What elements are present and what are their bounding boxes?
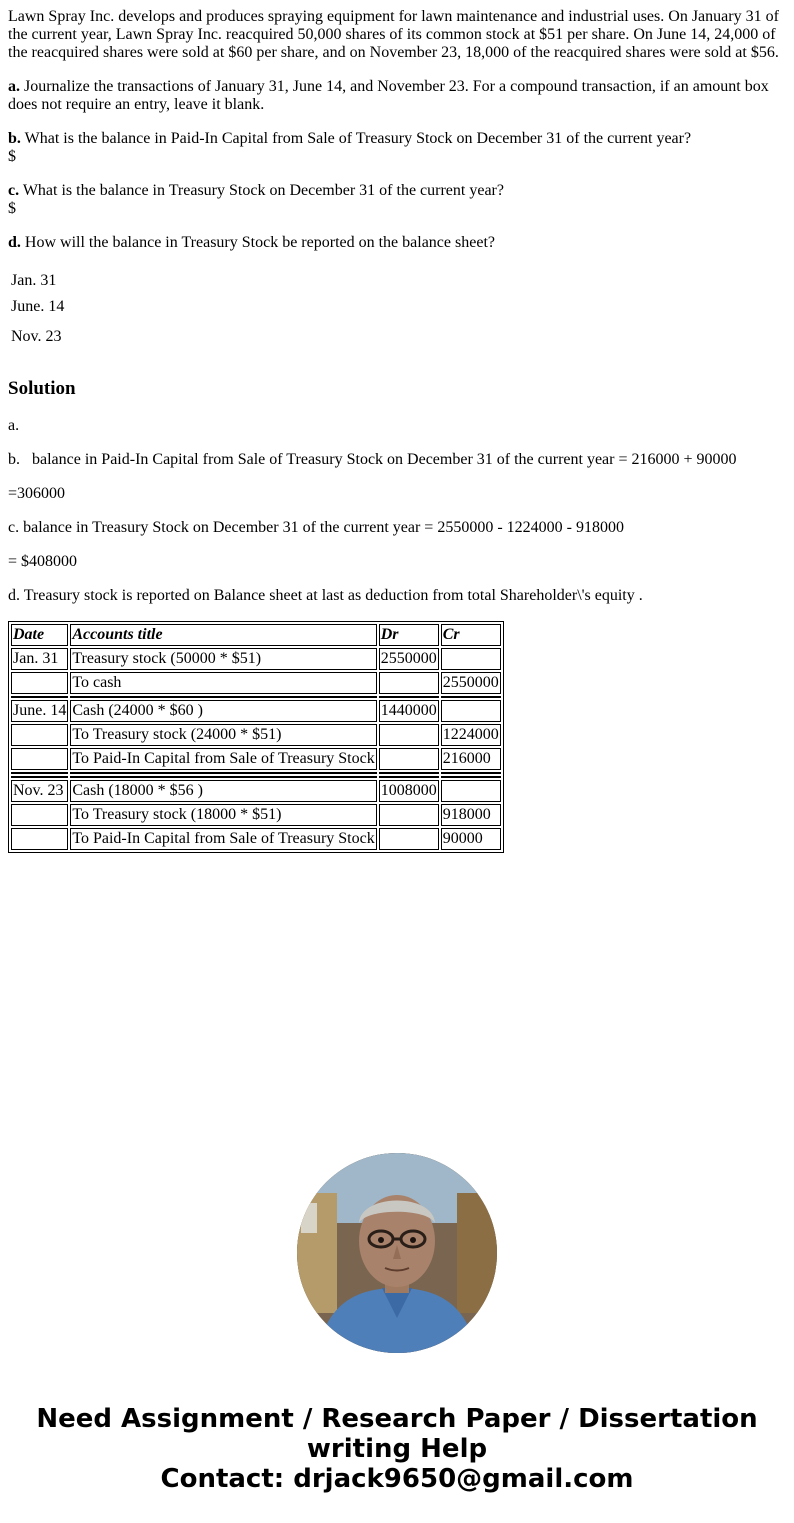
question-a [8, 78, 786, 114]
cell-debit [379, 804, 439, 826]
solution-a: a. [8, 417, 20, 434]
date-item: Nov. 23 [11, 328, 62, 345]
cell-credit: 216000 [441, 748, 501, 770]
header-credit: Cr [441, 624, 501, 646]
cell-account: To Paid-In Capital from Sale of Treasury Stock [70, 748, 376, 770]
footer-banner [0, 1404, 794, 1494]
cell-date: Nov. 23 [11, 780, 68, 802]
cell-debit: 1008000 [379, 780, 439, 802]
table-row [11, 748, 501, 770]
cell-credit: 918000 [441, 804, 501, 826]
cell-account: To Treasury stock (18000 * $51) [70, 804, 376, 826]
cell-credit [441, 700, 501, 722]
table-row [11, 780, 501, 802]
table-row [11, 672, 501, 694]
cell-credit [441, 648, 501, 670]
cell-credit: 90000 [441, 828, 501, 850]
solution-b: b. balance in Paid-In Capital from Sale of Treasury Stock on December 31 of the current year = 216000 + 90000 [8, 451, 737, 468]
question-c [8, 182, 786, 218]
cell-account: Cash (24000 * $60 ) [70, 700, 376, 722]
question-c-label: c. [8, 182, 20, 199]
table-row [11, 828, 501, 850]
question-d-text: How will the balance in Treasury Stock be reported on the balance sheet? [20, 234, 495, 251]
problem-intro: Lawn Spray Inc. develops and produces spraying equipment for lawn maintenance and industrial uses. On January 31 of the current year, Lawn Spray Inc. reacquired 50,000 shares of its common stock at $51 per share. On June 14, 24,000 of the reacquired shares were sold at $60 per share, and on November 23, 18,000 of the reacquired shares were sold at $56. [8, 8, 779, 61]
footer-contact: Contact: drjack9650@gmail.com [160, 1464, 634, 1494]
solution-body [8, 417, 786, 605]
header-debit: Dr [379, 624, 439, 646]
cell-date: Jan. 31 [11, 648, 68, 670]
cell-credit [441, 780, 501, 802]
avatar [297, 1153, 497, 1353]
question-d-label: d. [8, 234, 21, 251]
header-accounts-title: Accounts title [70, 624, 376, 646]
solution-b-result: =306000 [8, 485, 66, 502]
header-date: Date [11, 624, 68, 646]
cell-date [11, 748, 68, 770]
separator-row [11, 772, 501, 774]
cell-debit [379, 748, 439, 770]
cell-date [11, 724, 68, 746]
person-portrait-image [297, 1153, 497, 1353]
question-c-text: What is the balance in Treasury Stock on December 31 of the current year? [19, 182, 504, 199]
table-row [11, 724, 501, 746]
cell-date [11, 828, 68, 850]
cell-date [11, 804, 68, 826]
question-b-answer: $ [8, 148, 16, 165]
cell-debit [379, 828, 439, 850]
question-a-label: a. [8, 78, 20, 95]
cell-credit: 2550000 [441, 672, 501, 694]
question-a-text: Journalize the transactions of January 31, June 14, and November 23. For a compound transaction, if an amount box does not require an entry, leave it blank. [8, 78, 769, 113]
table-row [11, 648, 501, 670]
question-b-label: b. [8, 130, 21, 147]
cell-date [11, 672, 68, 694]
separator-row [11, 696, 501, 698]
date-item: Jan. 31 [11, 272, 57, 289]
table-row [11, 804, 501, 826]
cell-credit: 1224000 [441, 724, 501, 746]
cell-account: To Paid-In Capital from Sale of Treasury Stock [70, 828, 376, 850]
solution-c-result: = $408000 [8, 553, 78, 570]
journal-table [8, 621, 504, 853]
cell-debit: 2550000 [379, 648, 439, 670]
cell-date: June. 14 [11, 700, 68, 722]
cell-debit [379, 724, 439, 746]
footer-line: Need Assignment / Research Paper / Dissertation [36, 1404, 758, 1434]
question-c-answer: $ [8, 200, 16, 217]
cell-account: To cash [70, 672, 376, 694]
table-row [11, 700, 501, 722]
solution-c: c. balance in Treasury Stock on December 31 of the current year = 2550000 - 1224000 - 918000 [8, 519, 624, 536]
cell-debit: 1440000 [379, 700, 439, 722]
solution-heading: Solution [8, 378, 76, 399]
date-list [8, 272, 786, 346]
solution-d: d. Treasury stock is reported on Balance sheet at last as deduction from total Shareholder\'s equity . [8, 587, 643, 604]
question-b-text: What is the balance in Paid-In Capital from Sale of Treasury Stock on December 31 of the current year? [20, 130, 692, 147]
cell-account: Cash (18000 * $56 ) [70, 780, 376, 802]
footer-line: writing Help [306, 1434, 488, 1464]
question-d [8, 234, 786, 252]
question-b [8, 130, 786, 166]
cell-account: To Treasury stock (24000 * $51) [70, 724, 376, 746]
cell-account: Treasury stock (50000 * $51) [70, 648, 376, 670]
date-item: June. 14 [11, 298, 65, 315]
journal-header-row [11, 624, 501, 646]
cell-debit [379, 672, 439, 694]
separator-row [11, 776, 501, 778]
